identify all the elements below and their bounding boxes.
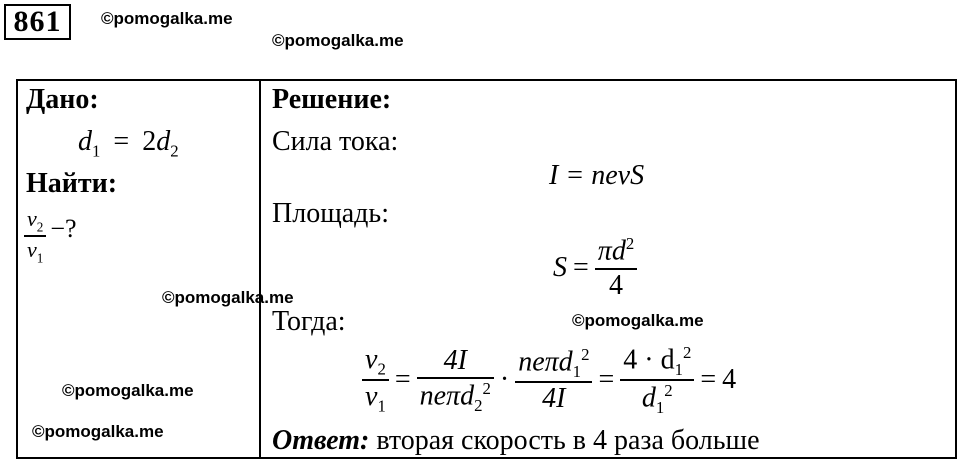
- final-formula: $\frac{v_2}{v_1}$ = $\frac{4I}{ne\pi d_2^2}$ · $\frac{ne\pi d_1^2}{4I}$ = $\frac{4 \cdot d_1^2}{d_1^2}$ = 4: [362, 343, 736, 417]
- area-ratio-fraction: $\frac{ne\pi d_1^2}{4I}$: [515, 345, 592, 415]
- given-heading: Дано:: [26, 84, 99, 115]
- watermark: ©pomogalka.me: [572, 311, 704, 330]
- current-label: Сила тока:: [272, 126, 399, 157]
- given-equation: $d_1 = 2d_2$: [78, 126, 179, 161]
- answer-line: [272, 425, 760, 457]
- problem-number: 861: [4, 4, 71, 40]
- find-expression: $\frac{v_2}{v_1}$ −?: [24, 206, 77, 265]
- watermark: ©pomogalka.me: [62, 381, 194, 400]
- velocity-ratio-fraction: $\frac{v_2}{v_1}$: [24, 206, 46, 265]
- area-label: Площадь:: [272, 198, 389, 229]
- area-formula: S = $\frac{\pi d^2}{4}$: [553, 234, 637, 302]
- then-label: Тогда:: [272, 306, 346, 337]
- watermark: ©pomogalka.me: [162, 288, 294, 307]
- solution-heading: Решение:: [272, 84, 392, 115]
- watermark: ©pomogalka.me: [272, 31, 404, 50]
- answer-label: Ответ:: [272, 425, 370, 456]
- area-fraction: $\frac{\pi d^2}{4}$: [595, 234, 637, 302]
- velocity-ratio-fraction: $\frac{v_2}{v_1}$: [362, 344, 389, 416]
- current-ratio-fraction: $\frac{4I}{ne\pi d_2^2}$: [417, 345, 494, 415]
- answer-text: вторая скорость в 4 раза больше: [376, 425, 760, 456]
- watermark: ©pomogalka.me: [32, 422, 164, 441]
- watermark: ©pomogalka.me: [101, 9, 233, 28]
- find-heading: Найти:: [26, 168, 118, 199]
- simplified-fraction: $\frac{4 \cdot d_1^2}{d_1^2}$: [620, 343, 694, 417]
- column-divider: [259, 79, 261, 459]
- current-formula: I = nevS: [549, 160, 645, 191]
